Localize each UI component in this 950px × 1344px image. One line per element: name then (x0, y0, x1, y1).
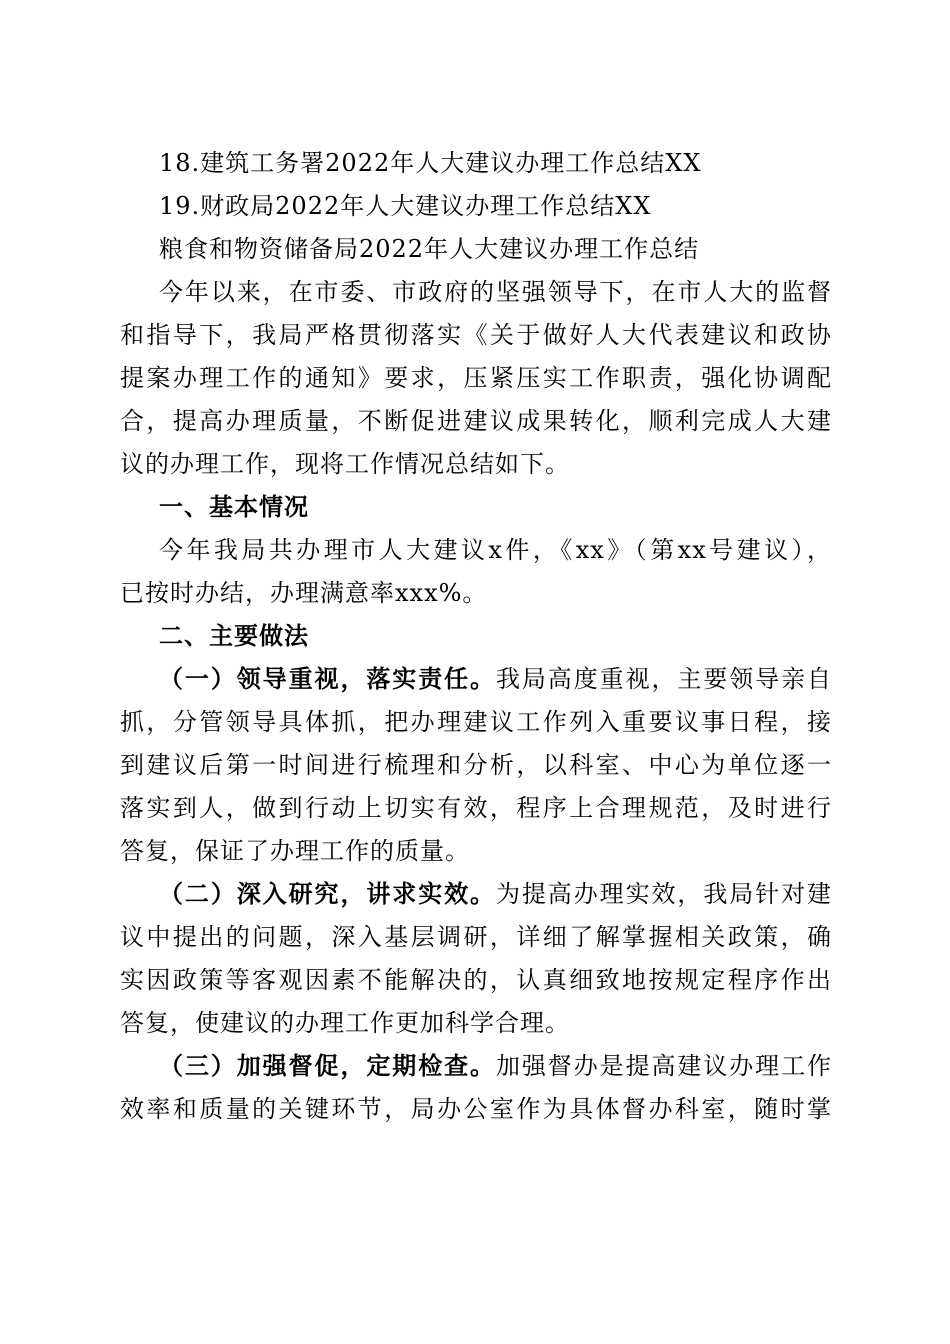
subsection-first-line (120, 873, 832, 916)
subsection-title: （二）深入研究，讲求实效。 (159, 880, 496, 908)
subsection-title: （三）加强督促，定期检查。 (159, 1052, 496, 1080)
section-heading-basic: 一、基本情况 (159, 493, 309, 521)
intro-paragraph-line: 今年以来，在市委、市政府的坚强领导下，在市人大的监督 (159, 278, 832, 306)
subsection-paragraph-line: 议中提出的问题，深入基层调研，详细了解掌握相关政策，确 (120, 923, 832, 951)
list-item: 19.财政局2022年人大建议办理工作总结XX (159, 192, 652, 220)
subsection-first-line (120, 1045, 832, 1088)
intro-paragraph-line: 议的办理工作，现将工作情况总结如下。 (120, 450, 570, 478)
document-body (120, 142, 832, 1131)
subsection-paragraph-line: 答复，保证了办理工作的质量。 (120, 837, 470, 865)
section-heading-methods: 二、主要做法 (159, 622, 309, 650)
subsection-paragraph-line: 答复，使建议的办理工作更加科学合理。 (120, 1009, 570, 1037)
list-item: 18.建筑工务署2022年人大建议办理工作总结XX (159, 149, 702, 177)
intro-paragraph-line: 合，提高办理质量，不断促进建议成果转化，顺利完成人大建 (120, 407, 832, 435)
subsection-text: 我局高度重视，主要领导亲自 (495, 665, 833, 693)
subsection-paragraph-line: 实因政策等客观因素不能解决的，认真细致地按规定程序作出 (120, 966, 832, 994)
subsection-title: （一）领导重视，落实责任。 (159, 665, 496, 693)
intro-paragraph-line: 和指导下，我局严格贯彻落实《关于做好人大代表建议和政协 (120, 321, 832, 349)
subsection-text: 加强督办是提高建议办理工作 (495, 1052, 833, 1080)
subsection-first-line (120, 658, 832, 701)
subsection-paragraph-line: 效率和质量的关键环节，局办公室作为具体督办科室，随时掌 (120, 1095, 832, 1123)
document-title: 粮食和物资储备局2022年人大建议办理工作总结 (159, 235, 700, 263)
subsection-text: 为提高办理实效，我局针对建 (495, 880, 833, 908)
intro-paragraph-line: 提案办理工作的通知》要求，压紧压实工作职责，强化协调配 (120, 364, 832, 392)
section1-paragraph-line: 已按时办结，办理满意率xxx%。 (120, 579, 488, 607)
section1-paragraph-line: 今年我局共办理市人大建议x件，《xx》（第xx号建议）， (159, 536, 832, 564)
subsection-paragraph-line: 到建议后第一时间进行梳理和分析，以科室、中心为单位逐一 (120, 751, 832, 779)
subsection-paragraph-line: 抓，分管领导具体抓，把办理建议工作列入重要议事日程，接 (120, 708, 832, 736)
subsection-paragraph-line: 落实到人，做到行动上切实有效，程序上合理规范，及时进行 (120, 794, 832, 822)
